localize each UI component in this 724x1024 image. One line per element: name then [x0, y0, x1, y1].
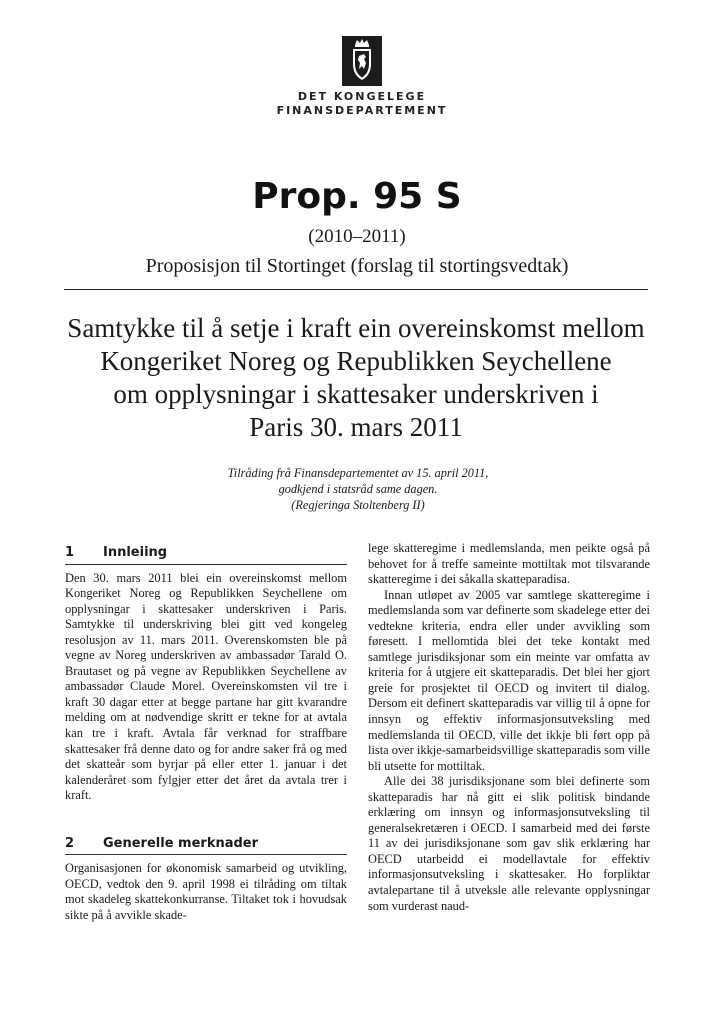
approval-line: (Regjeringa Stoltenberg II): [291, 498, 425, 512]
section-number: 2: [65, 835, 75, 851]
section-title: Innleiing: [103, 545, 168, 560]
section-title: Generelle merknader: [103, 835, 259, 851]
section-paragraph: Den 30. mars 2011 blei ein overeinskomst mellom Kongeriket Noreg og Republikken Seychellene om opplysningar i skattesaker underskriven i Paris. Samtykke til underskriving blei gitt ved kongeleg resolusjon av 11. mars 2011. Overenskomsten ble på vegne av Noreg underskriven av ambassadør Tarald O. Brautaset og på vegne av Republikken Seychellene av ambassadør Claude Morel. Overeinskomsten vil tre i kraft 30 dagar etter at begge partane har gitt kvarandre melding om at nødvendige skritt er tekne for at avtala kan tre i kraft. Avtala får verknad for straffbare skattesaker frå denne dato og for andre saker frå og med det skatteår som byrjar på eller etter 1. januar i det kalenderåret som fylgjer etter det året da avtala trer i kraft.: [65, 570, 347, 803]
body-paragraph: Alle dei 38 jurisdiksjonane som blei definerte som skatteparadis har nå gitt ei slik politisk bindande erklæring om innsyn og informasjonsutveksling til generalsekretæren i OECD. I samarbeid med dei første 11 av dei jurisdiksjonane som gav slik erklæring har OECD utarbeidd ei modellavtale for effektiv informasjonsutveksling i skattesaker. Ho forpliktar avtalepartane til å utveksle alle relevante opplysningar som vurderast naud-: [368, 774, 650, 913]
section-heading: [65, 836, 347, 856]
left-column: [65, 545, 347, 923]
body-paragraph: lege skatteregime i medlemslanda, men peikte også på behovet for å treffe sameinte mottiltak mot tilsvarande skatteregime i dei såkalla skatteparadisa.: [368, 541, 650, 587]
section-paragraph: Organisasjonen for økonomisk samarbeid og utvikling, OECD, vedtok den 9. april 1998 ei tilråding om tiltak mot skadeleg skattekonkurranse. Tiltaket tok i hovudsak sikte på å avvikle skade-: [65, 861, 347, 922]
document-title-line: Samtykke til å setje i kraft ein overeinskomst mellom: [67, 313, 645, 343]
ministry-logo: [262, 36, 462, 118]
approval-line: Tilråding frå Finansdepartementet av 15. april 2011,: [227, 466, 489, 480]
norwegian-royal-coat-of-arms-icon: [342, 36, 382, 86]
document-title-line: om opplysningar i skattesaker underskriven i: [113, 379, 599, 409]
proposition-subtitle: Proposisjon til Stortinget (forslag til stortingsvedtak): [145, 255, 569, 277]
approval-note: [160, 465, 556, 513]
proposition-number: Prop. 95 S: [252, 176, 462, 217]
title-divider: [64, 289, 648, 290]
section-heading: [65, 545, 347, 565]
document-title-line: Paris 30. mars 2011: [249, 412, 463, 442]
right-column: [368, 541, 650, 914]
document-title-line: Kongeriket Noreg og Republikken Seychellene: [100, 346, 612, 376]
session-years: (2010–2011): [308, 226, 406, 247]
section-number: 1: [65, 545, 75, 560]
document-title: [56, 312, 656, 444]
department-line-2: FINANSDEPARTEMENT: [276, 104, 448, 117]
approval-line: godkjend i statsråd same dagen.: [278, 482, 438, 496]
body-paragraph: Innan utløpet av 2005 var samtlege skatteregime i medlemslanda som var definerte som skadelege etter dei vedtekne kriteria, endra eller under avvikling som føresett. I mellomtida blei det teke kontakt med samtlege jurisdiksjonar som ein meinte var omfatta av kriteria for å utgjere eit skatteparadis. Det blei her gjort greie for prosjektet til OECD og invitert til dialog. Dersom eit definert skatteparadis var villig til å opne for innsyn og effektiv informasjonsutveksling med medlemslanda til OECD, ville det ikkje bli ført opp på lista over ikkje-samarbeidsvillige skatteparadis som ville bli utsette for mottiltak.: [368, 587, 650, 773]
department-line-1: DET KONGELEGE: [297, 90, 427, 103]
